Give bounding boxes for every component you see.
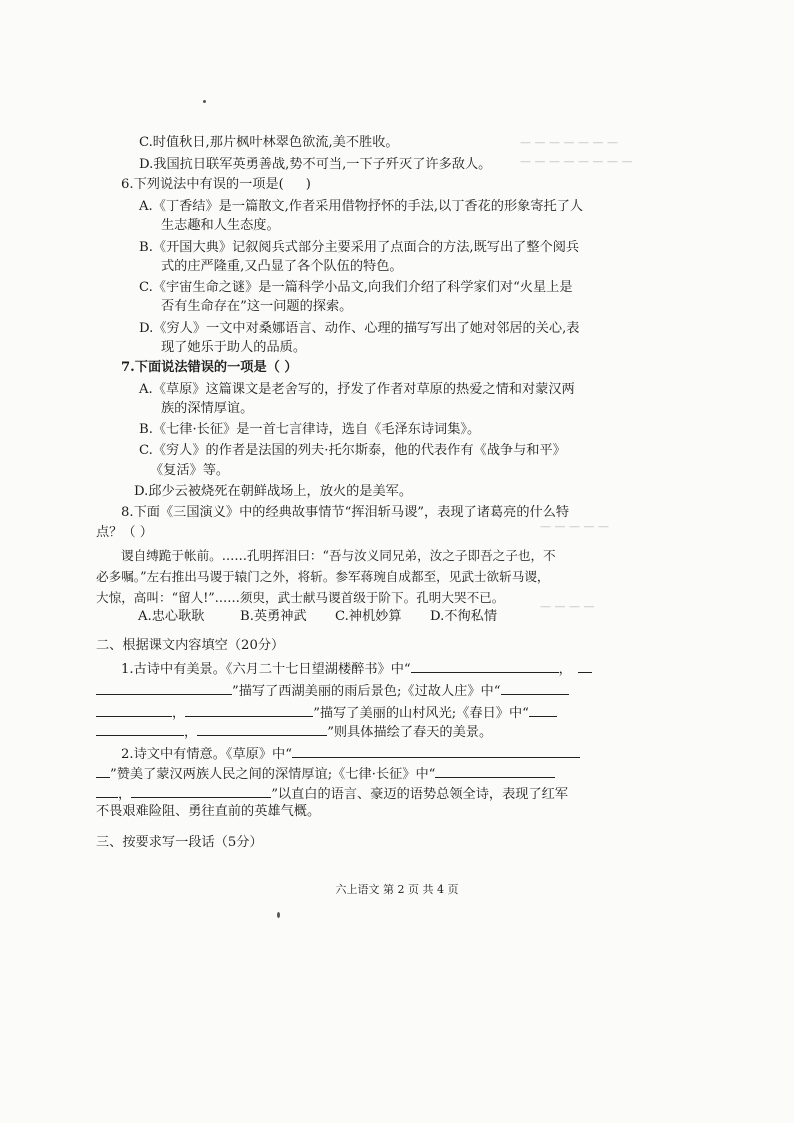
page-footer: 六上语文 第 2 页 共 4 页 xyxy=(335,883,459,896)
q6-option-d-line1: D.《穷人》一文中对桑娜语言、动作、心理的描写写出了她对邻居的关心,表 xyxy=(139,321,580,336)
q8-option-b: B.英勇神武 xyxy=(240,609,307,624)
q5-option-d: D.我国抗日联军英勇善战,势不可当,一下子歼灭了许多敌人。 xyxy=(139,157,492,172)
q7-option-b: B.《七律·长征》是一首七言律诗，选自《毛泽东诗词集》。 xyxy=(139,422,481,437)
fill-q2-line1 xyxy=(121,744,580,763)
fill-q1-line1-text: 1.古诗中有美景。《六月二十七日望湖楼醉书》中“ xyxy=(121,662,411,677)
q7-option-d: D.邱少云被烧死在朝鲜战场上，放火的是美军。 xyxy=(134,484,413,499)
q8-option-d: D.不徇私情 xyxy=(430,609,498,624)
q6-option-a-line2: 生志趣和人生态度。 xyxy=(161,218,280,233)
fill-q1-line2-text: ”描写了西湖美丽的雨后景色;《过故人庄》中“ xyxy=(232,684,501,699)
fill-q2-line3-comma: ， xyxy=(118,787,132,802)
q7-option-c-line1: C.《穷人》的作者是法国的列夫·托尔斯泰，他的代表作有《战争与和平》 xyxy=(139,443,566,458)
bleed-through-mark: — — — — — — — — xyxy=(520,155,633,168)
bleed-through-mark: — — — — — — — xyxy=(520,136,618,149)
fill-q1-line1 xyxy=(121,659,592,678)
fill-blank[interactable] xyxy=(411,659,559,673)
q8-option-c: C.神机妙算 xyxy=(335,609,402,624)
q6-option-c-line1: C.《宇宙生命之谜》是一篇科学小品文,向我们介绍了科学家们对“火星上是 xyxy=(139,280,573,295)
fill-blank[interactable] xyxy=(435,764,555,778)
q6-option-d-line2: 现了她乐于助人的品质。 xyxy=(161,340,307,355)
fill-blank[interactable] xyxy=(292,744,580,758)
fill-q1-line3-text: ”描写了美丽的山村风光;《春日》中“ xyxy=(313,706,529,721)
q7-option-a-line1: A.《草原》这篇课文是老舍写的，抒发了作者对草原的热爱之情和对蒙汉两 xyxy=(139,382,575,397)
fill-q1-line4-comma: ， xyxy=(184,725,198,740)
q6-option-c-line2: 否有生命存在”这一问题的探索。 xyxy=(161,299,353,314)
speck xyxy=(203,100,206,103)
q8-stem-line2: 点？（ ） xyxy=(96,525,153,540)
q7-option-c-line2: 《复活》等。 xyxy=(150,463,230,478)
q6-option-b-line2: 式的庄严隆重,又凸显了各个队伍的特色。 xyxy=(161,259,403,274)
q6-option-a-line1: A.《丁香结》是一篇散文,作者采用借物抒怀的手法,以丁香花的形象寄托了人 xyxy=(139,199,584,214)
q5-option-c: C.时值秋日,那片枫叶林翠色欲流,美不胜收。 xyxy=(139,135,399,150)
fill-blank[interactable] xyxy=(96,703,172,717)
bleed-through-mark: — — — — — xyxy=(540,520,609,533)
fill-blank[interactable] xyxy=(96,722,184,736)
fill-q2-line4: 不畏艰难险阻、勇往直前的英雄气概。 xyxy=(96,804,321,819)
bleed-through-mark: — — — — xyxy=(540,600,595,613)
section-3-title: 三、按要求写一段话（5分） xyxy=(96,835,263,850)
fill-blank[interactable] xyxy=(185,703,313,717)
fill-q2-line3 xyxy=(96,784,568,803)
q8-passage-line2: 必多嘱。”左右推出马谡于辕门之外，将斩。参军蒋琬自成都至，见武士欲斩马谡， xyxy=(96,569,550,584)
q8-passage-line3: 大惊，高叫：“留人!”……须臾，武士献马谡首级于阶下。孔明大哭不已。 xyxy=(96,590,505,605)
q6-stem xyxy=(121,176,311,193)
q6-stem-text: 6.下列说法中有误的一项是( xyxy=(121,177,284,192)
fill-q2-line2 xyxy=(96,764,555,783)
fill-q2-line2-text: ”赞美了蒙汉两族人民之间的深情厚谊;《七律·长征》中“ xyxy=(110,767,436,782)
fill-blank[interactable] xyxy=(578,659,592,673)
fill-q1-comma: ， xyxy=(558,662,572,677)
fill-blank[interactable] xyxy=(96,764,110,778)
q8-stem-line1: 8.下面《三国演义》中的经典故事情节“挥泪斩马谡”，表现了诸葛亮的什么特 xyxy=(121,505,570,520)
fill-q1-line4 xyxy=(96,722,492,741)
fill-blank[interactable] xyxy=(96,784,118,798)
fill-blank[interactable] xyxy=(501,681,569,695)
fill-blank[interactable] xyxy=(96,681,232,695)
speck xyxy=(277,912,280,918)
fill-q1-line2 xyxy=(96,681,569,700)
fill-blank[interactable] xyxy=(529,703,557,717)
fill-q1-line4-text: ”则具体描绘了春天的美景。 xyxy=(327,725,493,740)
fill-blank[interactable] xyxy=(197,722,327,736)
fill-q2-line1-text: 2.诗文中有情意。《草原》中“ xyxy=(121,747,292,762)
q8-passage-line1: 谡自缚跪于帐前。……孔明挥泪曰：“吾与汝义同兄弟，汝之子即吾之子也，不 xyxy=(121,548,556,563)
fill-q2-line3-text: ”以直白的语言、豪迈的语势总领全诗，表现了红军 xyxy=(271,787,569,802)
fill-q1-line3 xyxy=(96,703,557,722)
q7-option-a-line2: 族的深情厚谊。 xyxy=(161,401,254,416)
section-2-title: 二、根据课文内容填空（20分） xyxy=(96,638,285,653)
q6-option-b-line1: B.《开国大典》记叙阅兵式部分主要采用了点面合的方法,既写出了整个阅兵 xyxy=(139,240,580,255)
q6-stem-end: ) xyxy=(305,177,311,192)
fill-blank[interactable] xyxy=(131,784,271,798)
q8-option-a: A.忠心耿耿 xyxy=(138,609,205,624)
q7-stem: 7.下面说法错误的一项是（ ） xyxy=(121,360,298,375)
fill-q1-line3-comma: ， xyxy=(172,706,186,721)
